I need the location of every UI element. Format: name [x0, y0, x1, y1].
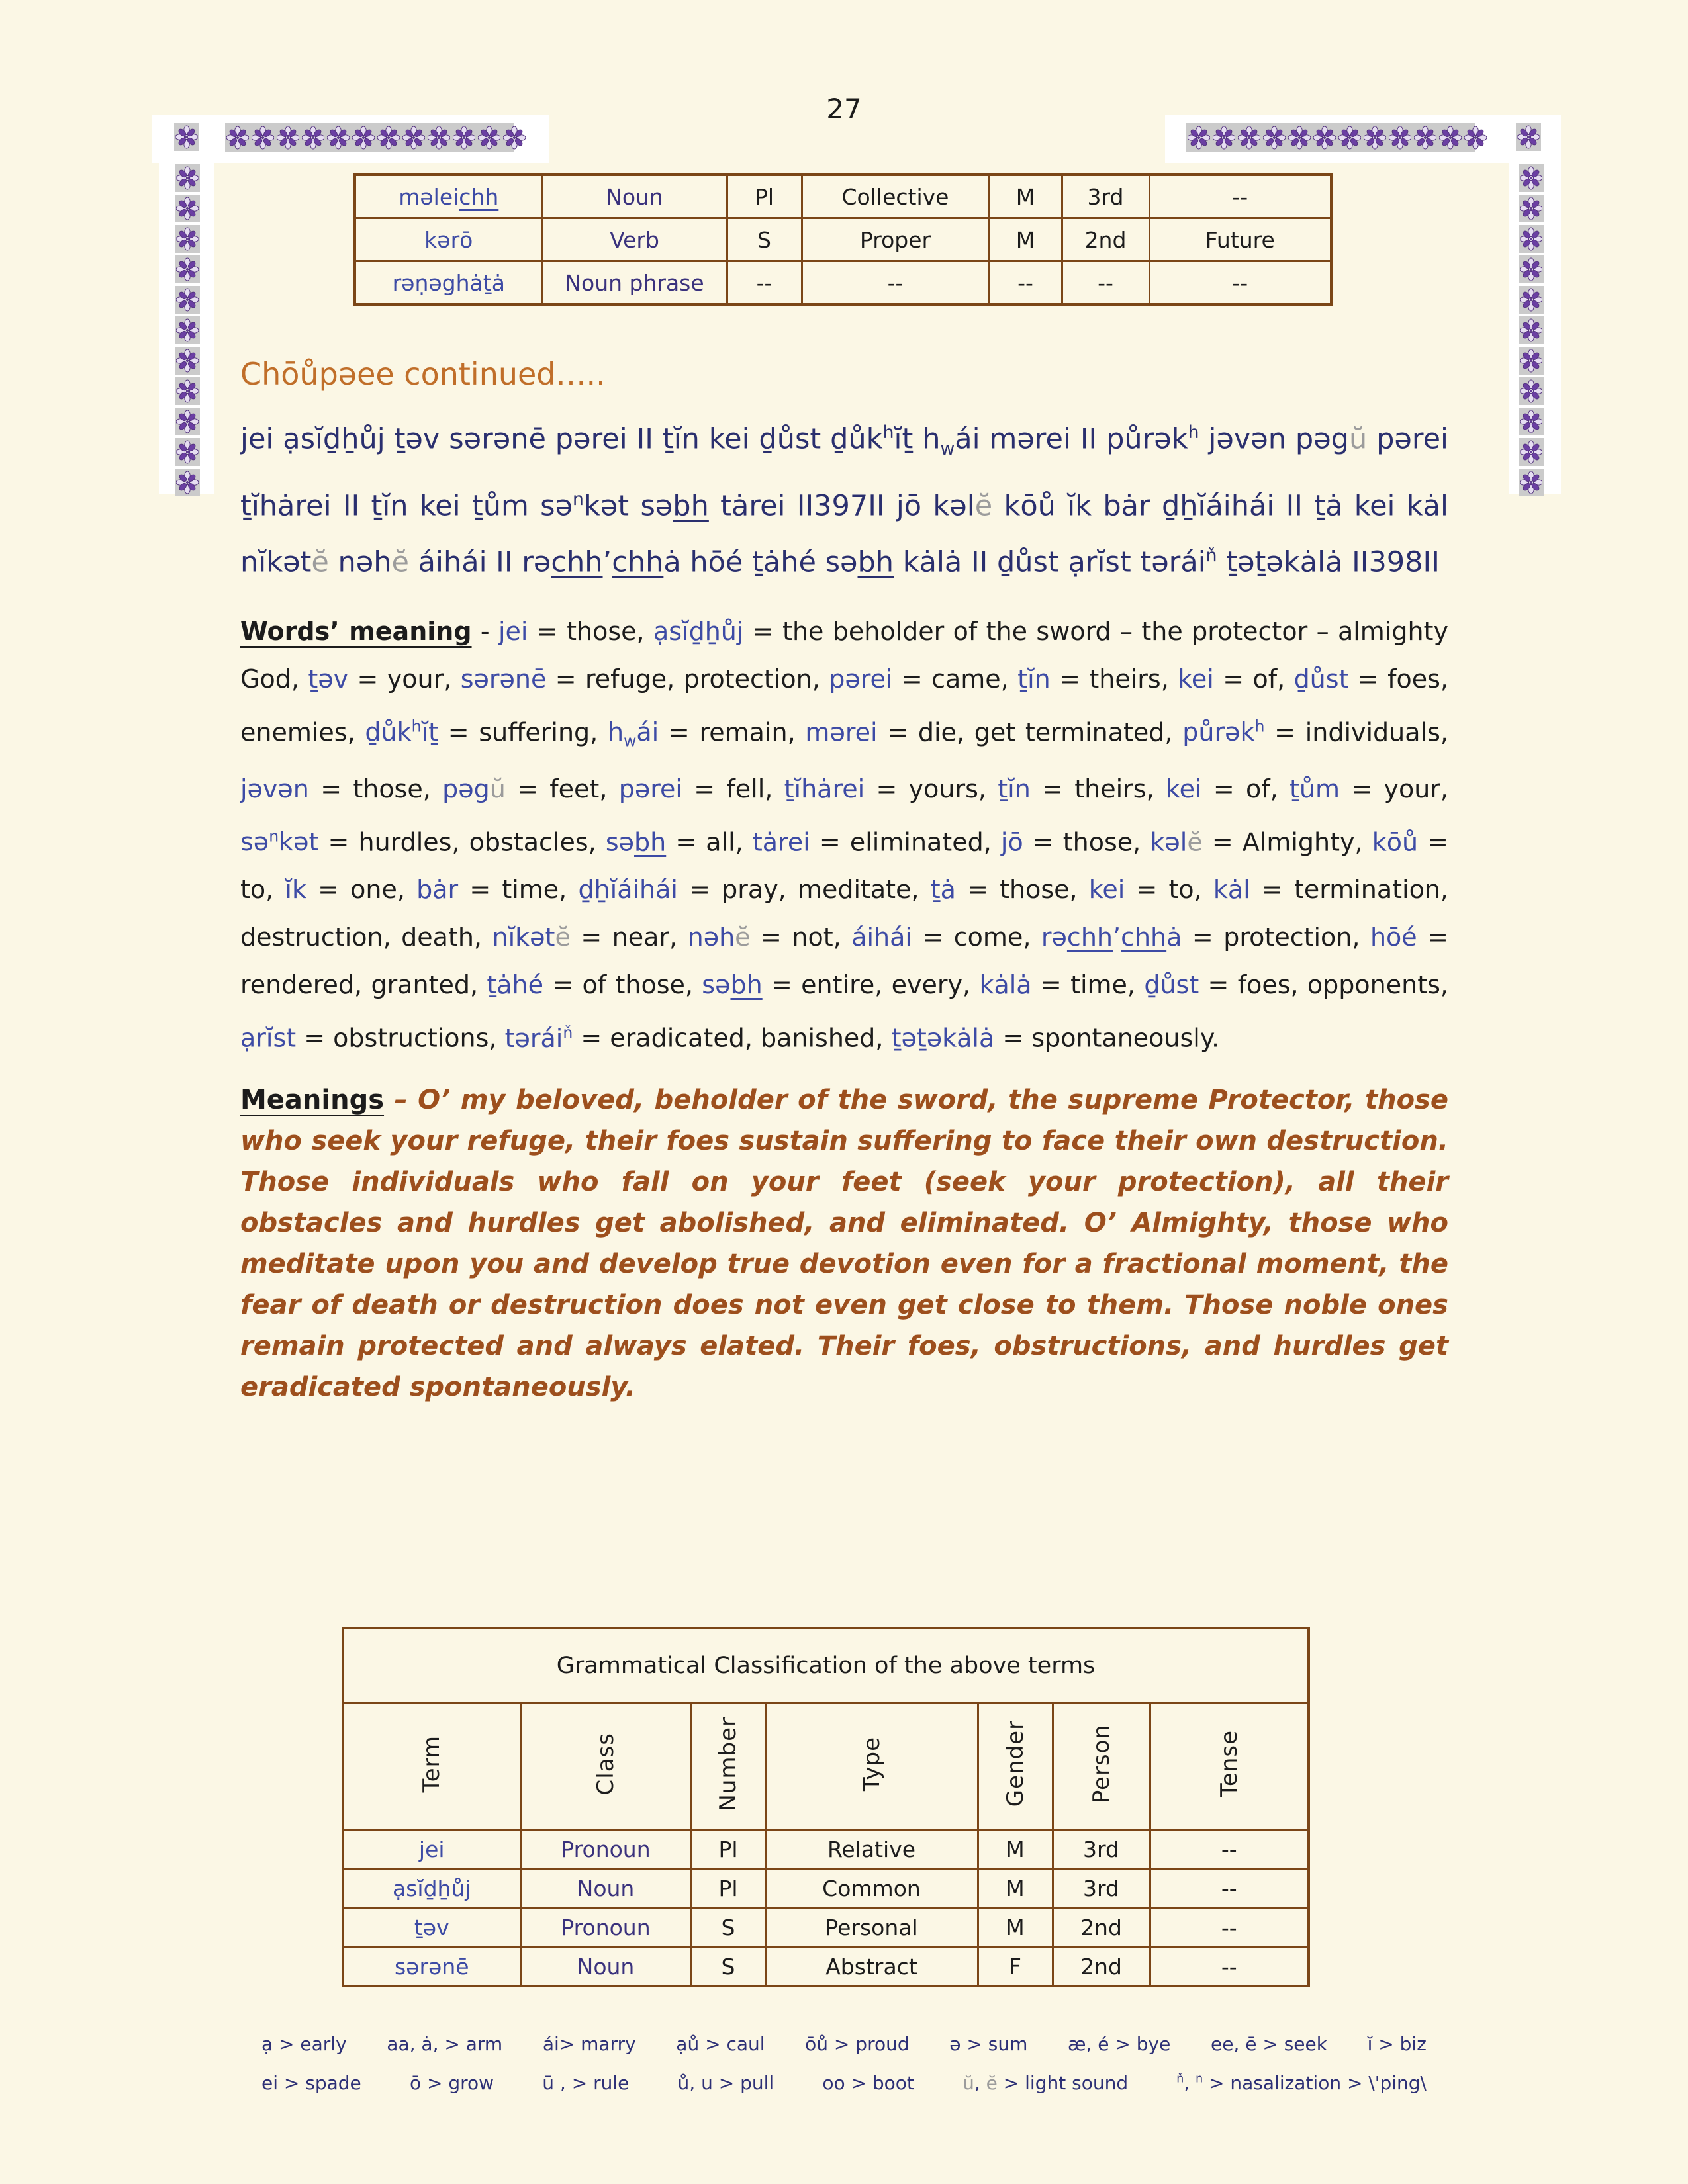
flower-icon — [377, 125, 400, 150]
table-cell: 3rd — [1053, 1869, 1150, 1908]
flower-tile — [477, 124, 502, 152]
flower-icon — [176, 226, 199, 251]
flower-icon — [1464, 125, 1487, 150]
flower-tile — [1211, 124, 1237, 152]
flower-tile — [175, 195, 200, 222]
term: ḏůst — [1293, 664, 1349, 694]
legend-item: ee, ē > seek — [1210, 2033, 1327, 2055]
table-cell: Future — [1149, 218, 1331, 261]
words-meaning-heading: Words’ meaning — [240, 616, 472, 646]
table-cell: Pronoun — [520, 1908, 691, 1947]
table-cell: -- — [1150, 1947, 1309, 1987]
flower-tile — [1438, 124, 1463, 152]
flower-tile — [1287, 124, 1312, 152]
flower-icon — [1520, 470, 1542, 495]
flower-icon — [1288, 125, 1311, 150]
term: ṯəṯəkȧlȧ — [891, 1024, 995, 1054]
term: ṯĭn — [1017, 664, 1051, 694]
flower-icon — [1313, 125, 1336, 150]
flower-icon — [1188, 125, 1210, 150]
legend-item: ə > sum — [949, 2033, 1028, 2055]
term: kȧl — [1213, 875, 1250, 905]
legend-item: ái> marry — [542, 2033, 636, 2055]
legend-item: $^ň$, $^n$ > nasalization > \'ping\ — [1176, 2072, 1427, 2094]
flower-icon — [1520, 257, 1542, 282]
term: pərei — [829, 664, 893, 694]
flower-icon — [1520, 348, 1542, 373]
flower-tile — [1337, 124, 1362, 152]
flower-tile — [175, 347, 200, 375]
term: tȧrei — [752, 827, 810, 857]
flower-tile — [175, 225, 200, 253]
flower-tile — [175, 377, 200, 405]
table-cell: -- — [989, 261, 1062, 305]
pronunciation-legend — [261, 2033, 1427, 2094]
table-cell: Proper — [802, 218, 989, 261]
flower-tile — [1519, 438, 1544, 466]
flower-tile — [275, 124, 301, 152]
column-header-type: Type — [765, 1704, 978, 1830]
term: kei — [1178, 664, 1214, 694]
table-row — [355, 175, 1331, 218]
flower-icon — [453, 125, 475, 150]
table-cell: Noun — [520, 1947, 691, 1987]
column-header-number: Number — [691, 1704, 765, 1830]
term: nĭkətĕ — [492, 923, 571, 952]
term: mərei — [805, 717, 878, 747]
term: půrək$^h$ — [1182, 717, 1265, 747]
term: tərái$^ň$ — [504, 1023, 573, 1054]
table-cell: -- — [1150, 1830, 1309, 1869]
column-header-tense: Tense — [1150, 1704, 1309, 1830]
flower-tile — [451, 124, 477, 152]
table-cell: -- — [802, 261, 989, 305]
flower-tile — [1519, 408, 1544, 435]
floral-corner-top-left — [174, 123, 199, 151]
flower-icon — [1263, 125, 1286, 150]
term: səbh — [605, 827, 667, 857]
flower-icon — [352, 125, 375, 150]
flower-tile — [175, 164, 200, 192]
term: kȧlȧ — [979, 970, 1032, 1000]
meanings-text: O’ my beloved, beholder of the sword, the supreme Protector, those who seek your refuge, their foes sustain suffering to face their own destruction. Those individuals who fall on your feet (seek your protection), all their obstacles and hurdles get abolished, and eliminated. O’ Almighty, those who meditate upon you and develop true devotion even for a fractional moment, the fear of death or destruction does not even get close to them. Those noble ones remain protected and always elated. Their foes, obstructions, and hurdles get eradicated spontaneously. — [240, 1085, 1448, 1403]
table-cell: -- — [1062, 261, 1149, 305]
flower-icon — [176, 348, 199, 373]
table-cell: -- — [1150, 1869, 1309, 1908]
table-cell: 2nd — [1053, 1908, 1150, 1947]
flower-tile — [326, 124, 351, 152]
term: sə$^n$kət — [240, 827, 319, 857]
flower-tile — [1413, 124, 1438, 152]
words-meaning-pairs: jei = those, ạsĭḏẖůj = the beholder of the sword – the protector – almighty God, ṯəv = your, sərənē = refuge, protection, pərei = came, ṯĭn = theirs, kei = of, ḏůst = foes, enemies, ḏůk$^h$ĭṯ = suffering, $h_wái$ = remain, mərei = die, get terminated, půrək$^h$ = individuals, jəvən = those, pəgŭ = feet, pərei = fell, ṯĭhȧrei = yours, ṯĭn = theirs, kei = of, ṯům = your, sə$^n$kət = hurdles, obstacles, səbh = all, tȧrei = eliminated, jō = those, kəlĕ = Almighty, kōů = to, ĭk = one, bȧr = time, ḏẖĭáihái = pray, meditate, ṯȧ = those, kei = to, kȧl = termination, destruction, death, nĭkətĕ = near, nəhĕ = not, áihái = come, rəchh’chhȧ = protection, hōé = rendered, granted, ṯȧhé = of those, səbh = entire, every, kȧlȧ = time, ḏůst = foes, opponents, ạrĭst = obstructions, tərái$^ň$ = eradicated, banished, ṯəṯəkȧlȧ = spontaneously. — [240, 616, 1449, 1054]
legend-item: æ, é > bye — [1067, 2033, 1171, 2055]
column-header-class: Class — [520, 1704, 691, 1830]
table-cell: Pl — [691, 1869, 765, 1908]
table-cell: M — [978, 1869, 1053, 1908]
table-cell: 3rd — [1053, 1830, 1150, 1869]
table-cell: 2nd — [1053, 1947, 1150, 1987]
term: ṯĭn — [998, 774, 1031, 803]
flower-icon — [176, 257, 199, 282]
flower-icon — [1364, 125, 1386, 150]
classification-table — [342, 1627, 1310, 1987]
table-cell: məleichh — [355, 175, 542, 218]
section-heading-choupaee: Chōůpəee continued….. — [240, 356, 606, 392]
legend-item: ạ > early — [261, 2033, 347, 2055]
flower-icon — [1520, 165, 1542, 191]
classification-table-title: Grammatical Classification of the above terms — [343, 1628, 1309, 1704]
term: kei — [1165, 774, 1202, 803]
legend-item: ů, u > pull — [677, 2072, 774, 2094]
table-cell: 3rd — [1062, 175, 1149, 218]
table-cell: Relative — [765, 1830, 978, 1869]
table-cell: jei — [343, 1830, 520, 1869]
table-cell: M — [978, 1908, 1053, 1947]
flower-icon — [176, 409, 199, 434]
table-cell: Common — [765, 1869, 978, 1908]
table-row — [355, 218, 1331, 261]
table-cell: S — [727, 218, 802, 261]
floral-corner-top-right — [1516, 123, 1541, 151]
flower-tile — [376, 124, 401, 152]
term: bȧr — [416, 875, 459, 905]
table-row — [343, 1869, 1309, 1908]
term: ĭk — [285, 875, 306, 905]
legend-item: ei > spade — [261, 2072, 361, 2094]
table-row — [343, 1947, 1309, 1987]
flower-tile — [175, 316, 200, 344]
table-cell: 2nd — [1062, 218, 1149, 261]
term: ṯȧhé — [487, 970, 544, 1000]
floral-border-left — [175, 164, 200, 496]
table-cell: -- — [1149, 175, 1331, 218]
table-row — [343, 1908, 1309, 1947]
term: jō — [1000, 827, 1023, 857]
term: kəlĕ — [1150, 827, 1203, 857]
words-meaning-paragraph — [240, 608, 1448, 1063]
floral-border-top-left — [225, 123, 514, 152]
table-cell: Abstract — [765, 1947, 978, 1987]
legend-item: ạů > caul — [676, 2033, 765, 2055]
flower-icon — [176, 287, 199, 312]
legend-item: ō > grow — [409, 2072, 494, 2094]
flower-tile — [250, 124, 275, 152]
table-row — [355, 261, 1331, 305]
table-cell: -- — [1149, 261, 1331, 305]
flower-tile — [1519, 316, 1544, 344]
flower-icon — [1520, 439, 1542, 465]
flower-icon — [1414, 125, 1436, 150]
table-cell: -- — [727, 261, 802, 305]
flower-icon — [176, 379, 199, 404]
flower-icon — [1520, 226, 1542, 251]
flower-icon — [1520, 409, 1542, 434]
flower-icon — [176, 318, 199, 343]
flower-icon — [1389, 125, 1411, 150]
table-cell: Pl — [727, 175, 802, 218]
flower-tile — [401, 124, 426, 152]
table-cell: Pronoun — [520, 1830, 691, 1869]
flower-icon — [478, 125, 500, 150]
table-cell: M — [989, 175, 1062, 218]
classification-table-body — [343, 1628, 1309, 1986]
flower-icon — [1520, 196, 1542, 221]
table-cell: Noun — [542, 175, 727, 218]
term: ḏẖĭáihái — [578, 875, 678, 905]
term: pərei — [618, 774, 682, 803]
flower-tile — [1519, 347, 1544, 375]
term: áihái — [851, 923, 912, 952]
flower-tile — [1519, 164, 1544, 192]
term: hōé — [1370, 923, 1417, 952]
flower-icon — [327, 125, 350, 150]
table-cell: S — [691, 1947, 765, 1987]
flower-tile — [175, 438, 200, 466]
term: səbh — [702, 970, 763, 1000]
table-cell: Noun — [520, 1869, 691, 1908]
term: kōů — [1372, 827, 1419, 857]
legend-item: ŭ, ĕ > light sound — [962, 2072, 1129, 2094]
table-cell: Pl — [691, 1830, 765, 1869]
term: ṯĭhȧrei — [784, 774, 865, 803]
table-row — [343, 1830, 1309, 1869]
flower-tile — [1463, 124, 1488, 152]
term: nəhĕ — [687, 923, 751, 952]
flower-icon — [252, 125, 274, 150]
flower-icon — [176, 470, 199, 495]
column-header-person: Person — [1053, 1704, 1150, 1830]
flower-tile — [1519, 377, 1544, 405]
table-cell: M — [978, 1830, 1053, 1869]
table-cell: ạsĭḏẖůj — [343, 1869, 520, 1908]
flower-icon — [175, 124, 198, 150]
flower-tile — [1519, 286, 1544, 314]
flower-icon — [1213, 125, 1235, 150]
flower-tile — [225, 124, 250, 152]
term: ṯům — [1289, 774, 1340, 803]
classification-header-row — [343, 1704, 1309, 1830]
flower-tile — [1519, 255, 1544, 283]
table-cell: Noun phrase — [542, 261, 727, 305]
table-cell: Collective — [802, 175, 989, 218]
legend-item: oo > boot — [822, 2072, 914, 2094]
flower-icon — [226, 125, 249, 150]
floral-border-right — [1519, 164, 1544, 496]
flower-icon — [1338, 125, 1361, 150]
term: jəvən — [240, 774, 309, 803]
flower-tile — [301, 124, 326, 152]
table-cell: F — [978, 1947, 1053, 1987]
flower-icon — [1520, 287, 1542, 312]
flower-icon — [176, 439, 199, 465]
flower-tile — [1519, 225, 1544, 253]
transliterated-verse: jei ạsĭḏẖůj ṯəv sərənē pərei II ṯĭn kei ḏůst ḏůk$^h$ĭṯ $h_wái$ mərei II půrək$^h$ jəvən pəgŭ pərei ṯĭhȧrei II ṯĭn kei ṯům sə$^n$kət səbh tȧrei II397II jō kəlĕ kōů ĭk bȧr ḏẖĭáihái II ṯȧ kei kȧl nĭkətĕ nəhĕ áihái II rəchh’chhȧ hōé ṯȧhé səbh kȧlȧ II ḏůst ạrĭst tərái$^ň$ ṯəṯəkȧlȧ II398II — [240, 422, 1448, 579]
column-header-gender: Gender — [978, 1704, 1053, 1830]
table-cell: sərənē — [343, 1947, 520, 1987]
flower-icon — [277, 125, 299, 150]
legend-item: ĭ > biz — [1367, 2033, 1427, 2055]
flower-icon — [1520, 379, 1542, 404]
page-number: 27 — [826, 93, 862, 125]
table-cell: Personal — [765, 1908, 978, 1947]
flower-icon — [176, 196, 199, 221]
legend-row-2 — [261, 2072, 1427, 2094]
flower-icon — [1520, 318, 1542, 343]
flower-icon — [176, 165, 199, 191]
table-cell: ṯəv — [343, 1908, 520, 1947]
legend-item: aa, ȧ, > arm — [387, 2033, 503, 2055]
flower-icon — [302, 125, 324, 150]
flower-tile — [175, 255, 200, 283]
table-cell: rəṇəghȧṯȧ — [355, 261, 542, 305]
flower-tile — [1387, 124, 1413, 152]
table-row — [343, 1628, 1309, 1704]
flower-icon — [503, 125, 526, 150]
flower-tile — [1362, 124, 1387, 152]
term: ḏůst — [1144, 970, 1199, 1000]
grammar-table-continued — [353, 173, 1333, 306]
term: jei — [498, 616, 528, 646]
flower-tile — [351, 124, 376, 152]
flower-icon — [402, 125, 425, 150]
flower-icon — [428, 125, 450, 150]
legend-item: ū , > rule — [542, 2072, 630, 2094]
flower-tile — [1519, 469, 1544, 496]
term: pəgŭ — [442, 774, 506, 803]
flower-tile — [175, 469, 200, 496]
flower-icon — [1238, 125, 1260, 150]
floral-border-top-right — [1186, 123, 1475, 152]
grammar-table-body — [355, 175, 1331, 304]
flower-tile — [502, 124, 527, 152]
flower-tile — [426, 124, 451, 152]
table-cell: kərō — [355, 218, 542, 261]
term: $h_wái$ — [607, 717, 659, 751]
flower-tile — [175, 286, 200, 314]
flower-tile — [1312, 124, 1337, 152]
table-cell: Verb — [542, 218, 727, 261]
meanings-separator: – — [394, 1085, 408, 1116]
column-header-term: Term — [343, 1704, 520, 1830]
flower-icon — [1439, 125, 1462, 150]
table-cell: M — [989, 218, 1062, 261]
flower-icon — [1517, 124, 1540, 150]
term: ṯȧ — [930, 875, 956, 905]
content-column — [240, 356, 1448, 1408]
flower-tile — [1237, 124, 1262, 152]
term: sərənē — [460, 664, 547, 694]
legend-item: ōů > proud — [805, 2033, 910, 2055]
meanings-paragraph — [240, 1079, 1448, 1408]
table-cell: S — [691, 1908, 765, 1947]
term: rəchh’chhȧ — [1041, 923, 1182, 952]
flower-tile — [1186, 124, 1211, 152]
words-meaning-separator: - — [480, 616, 490, 646]
meanings-heading: Meanings — [240, 1085, 385, 1116]
term: kei — [1088, 875, 1125, 905]
flower-tile — [1262, 124, 1287, 152]
table-cell: -- — [1150, 1908, 1309, 1947]
term: ṯəv — [308, 664, 349, 694]
term: ḏůk$^h$ĭṯ — [365, 717, 439, 747]
term: ạsĭḏẖůj — [653, 616, 744, 646]
legend-row-1 — [261, 2033, 1427, 2055]
flower-tile — [1519, 195, 1544, 222]
term: ạrĭst — [240, 1024, 297, 1054]
flower-tile — [175, 408, 200, 435]
